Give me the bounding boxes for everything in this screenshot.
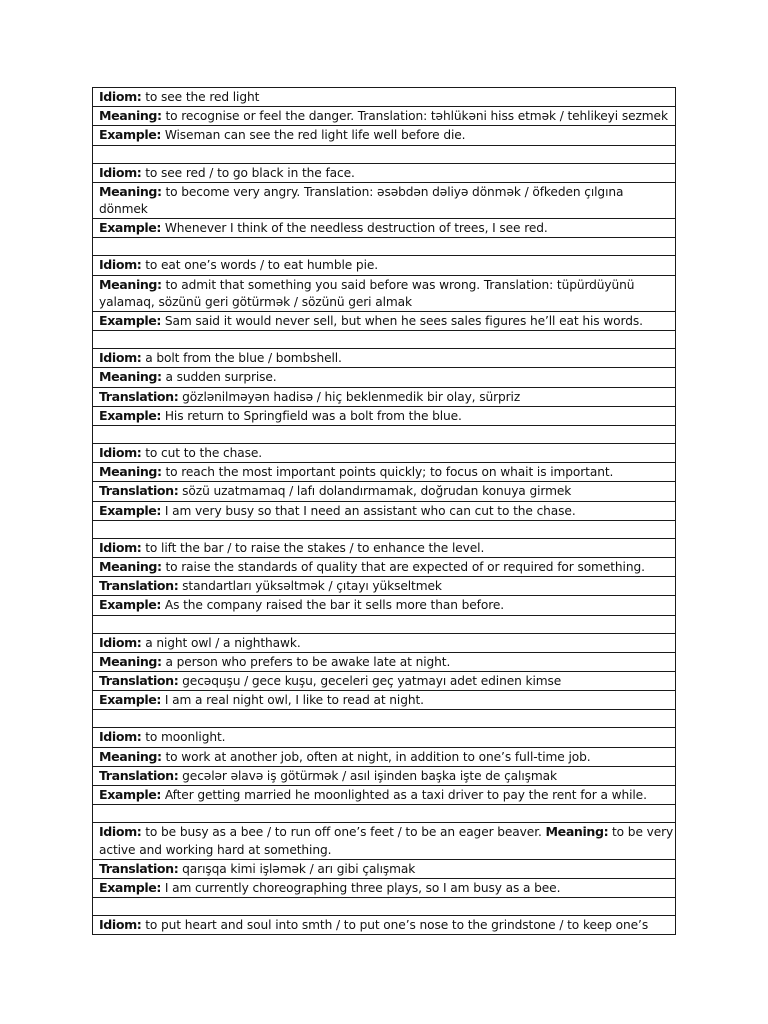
idiom-row: [93, 349, 676, 368]
meaning-label: Meaning:: [99, 653, 162, 669]
blank-row: [93, 520, 676, 538]
idiom-label: Idiom:: [99, 89, 142, 104]
example-row: [93, 406, 676, 425]
idiom-label: Idiom:: [99, 257, 142, 273]
idiom-label: Idiom:: [99, 729, 142, 745]
idiom-text: to eat one’s words / to eat humble pie.: [145, 258, 379, 273]
meaning-text: to work at another job, often at night, in addition to one’s full-time job.: [165, 749, 591, 764]
meaning-row: [93, 463, 676, 482]
example-label: Example:: [99, 787, 162, 803]
idiom-row: [93, 728, 676, 747]
idiom-row: [93, 916, 676, 935]
idiom-label: Idiom:: [99, 824, 142, 840]
meaning-text: to reach the most important points quickly; to focus on whait is important.: [165, 465, 614, 480]
example-row: [93, 691, 676, 710]
translation-label: Translation:: [99, 388, 179, 404]
example-text: Whenever I think of the needless destruction of trees, I see red.: [164, 221, 548, 236]
meaning-label: Meaning:: [99, 183, 162, 199]
idiom-text: a night owl / a nighthawk.: [145, 635, 301, 650]
translation-row: [93, 672, 676, 691]
example-label: Example:: [99, 502, 162, 518]
example-row: [93, 878, 676, 897]
blank-row: [93, 710, 676, 728]
translation-row: [93, 766, 676, 785]
idiom-label: Idiom:: [99, 917, 142, 933]
example-text: His return to Springfield was a bolt from the blue.: [164, 408, 462, 423]
blank-row: [93, 426, 676, 444]
example-row: [93, 312, 676, 331]
idiom-text: to see the red light: [145, 90, 260, 104]
blank-row: [93, 331, 676, 349]
example-label: Example:: [99, 597, 162, 613]
idiom-text: to lift the bar / to raise the stakes / to enhance the level.: [145, 540, 485, 555]
meaning-label: Meaning:: [99, 276, 162, 292]
meaning-label: Meaning:: [99, 748, 162, 764]
translation-label: Translation:: [99, 483, 179, 499]
meaning-text: a sudden surprise.: [165, 370, 277, 385]
idiom-row: [93, 823, 676, 859]
example-row: [93, 126, 676, 145]
example-label: Example:: [99, 220, 162, 236]
idiom-row: [93, 538, 676, 557]
blank-row: [93, 238, 676, 256]
translation-label: Translation:: [99, 673, 179, 689]
example-row: [93, 786, 676, 805]
blank-row: [93, 145, 676, 163]
idiom-table: [92, 87, 676, 935]
example-row: [93, 219, 676, 238]
idiom-row: [93, 88, 676, 107]
idiom-label: Idiom:: [99, 445, 142, 461]
example-text: Sam said it would never sell, but when he sees sales figures he’ll eat his words.: [164, 314, 643, 329]
meaning-text: to be very active and working hard at something.: [99, 825, 674, 857]
meaning-text: to recognise or feel the danger. Translation: təhlükəni hiss etmək / tehlikeyi sezmek: [165, 109, 668, 124]
idiom-label: Idiom:: [99, 539, 142, 555]
translation-row: [93, 577, 676, 596]
example-label: Example:: [99, 407, 162, 423]
meaning-row: [93, 368, 676, 387]
idiom-text: to moonlight.: [145, 730, 226, 745]
meaning-row: [93, 558, 676, 577]
blank-row: [93, 898, 676, 916]
meaning-text: a person who prefers to be awake late at night.: [165, 654, 451, 669]
idiom-text: to see red / to go black in the face.: [145, 165, 355, 180]
idiom-row: [93, 633, 676, 652]
translation-row: [93, 387, 676, 406]
document-page: [92, 87, 676, 935]
translation-label: Translation:: [99, 767, 179, 783]
meaning-text: to become very angry. Translation: əsəbdən dəliyə dönmək / öfkeden çılgına dönmek: [99, 184, 624, 217]
translation-text: sözü uzatmamaq / lafı dolandırmamak, doğrudan konuya girmek: [182, 484, 572, 499]
example-label: Example:: [99, 127, 162, 143]
idiom-text: to be busy as a bee / to run off one’s feet / to be an eager beaver.: [145, 825, 542, 840]
translation-text: gözlənilməyən hadisə / hiç beklenmedik bir olay, sürpriz: [182, 389, 521, 404]
meaning-row: [93, 652, 676, 671]
idiom-label: Idiom:: [99, 634, 142, 650]
example-text: After getting married he moonlighted as a taxi driver to pay the rent for a while.: [164, 788, 647, 803]
translation-text: qarışqa kimi işləmək / arı gibi çalışmak: [182, 861, 416, 876]
idiom-label: Idiom:: [99, 350, 142, 366]
idiom-text: a bolt from the blue / bombshell.: [145, 351, 342, 366]
example-label: Example:: [99, 879, 162, 895]
idiom-row: [93, 444, 676, 463]
blank-row: [93, 805, 676, 823]
example-row: [93, 596, 676, 615]
meaning-label: Meaning:: [99, 108, 162, 124]
meaning-row: [93, 182, 676, 218]
meaning-label: Meaning:: [99, 464, 162, 480]
translation-row: [93, 859, 676, 878]
meaning-label: Meaning:: [545, 824, 609, 840]
translation-text: gecəquşu / gece kuşu, geceleri geç yatmayı adet edinen kimse: [182, 674, 562, 689]
meaning-label: Meaning:: [99, 369, 162, 385]
example-label: Example:: [99, 313, 162, 329]
idiom-text: to put heart and soul into smth / to put one’s nose to the grindstone / to keep one’s: [145, 918, 649, 933]
example-text: I am very busy so that I need an assistant who can cut to the chase.: [164, 503, 576, 518]
translation-label: Translation:: [99, 578, 179, 594]
idiom-row: [93, 256, 676, 275]
idiom-text: to cut to the chase.: [145, 446, 263, 461]
translation-text: standartları yüksəltmək / çıtayı yükseltmek: [182, 579, 442, 594]
example-text: Wiseman can see the red light life well before die.: [164, 128, 466, 143]
translation-row: [93, 482, 676, 501]
translation-label: Translation:: [99, 860, 179, 876]
example-label: Example:: [99, 692, 162, 708]
meaning-row: [93, 747, 676, 766]
translation-text: gecələr əlavə iş götürmək / asıl işinden başka işte de çalışmak: [182, 768, 557, 783]
meaning-text: to admit that something you said before was wrong. Translation: tüpürdüyünü yalamaq, sözünü geri götürmək / sözünü geri almak: [99, 277, 635, 309]
meaning-row: [93, 275, 676, 311]
example-row: [93, 501, 676, 520]
example-text: As the company raised the bar it sells more than before.: [164, 598, 505, 613]
meaning-label: Meaning:: [99, 559, 162, 575]
example-text: I am currently choreographing three plays, so I am busy as a bee.: [164, 880, 561, 895]
example-text: I am a real night owl, I like to read at night.: [164, 693, 424, 708]
blank-row: [93, 615, 676, 633]
idiom-row: [93, 163, 676, 182]
idiom-label: Idiom:: [99, 164, 142, 180]
meaning-text: to raise the standards of quality that are expected of or required for something.: [165, 560, 645, 575]
meaning-row: [93, 107, 676, 126]
